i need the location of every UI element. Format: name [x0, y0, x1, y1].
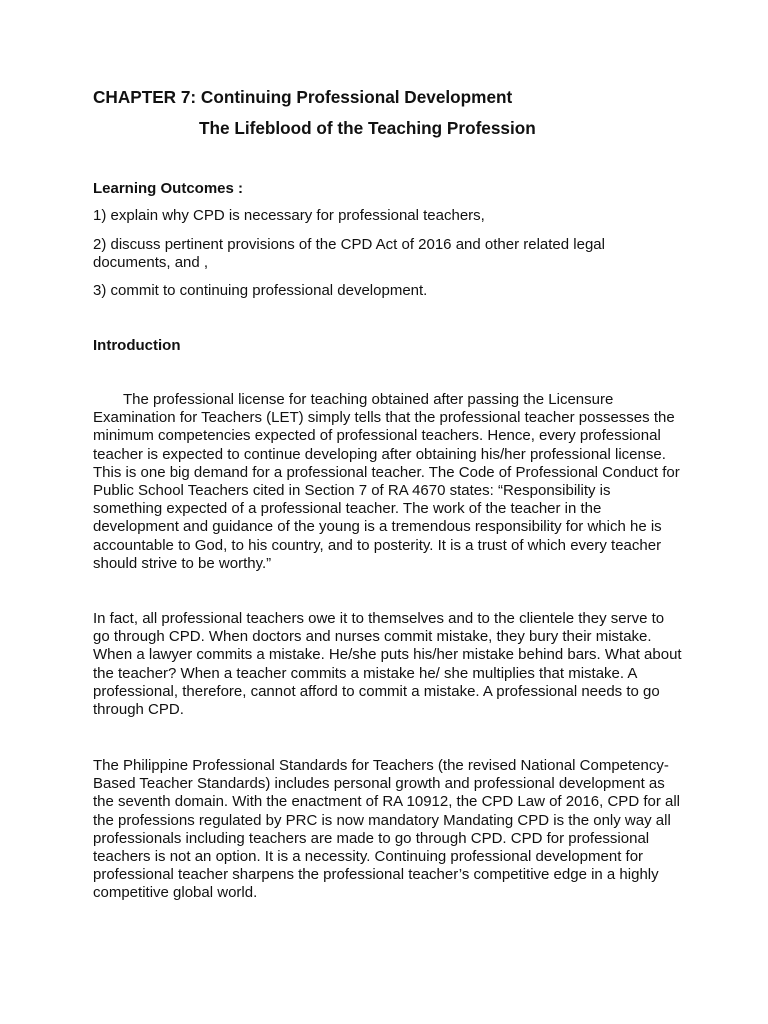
learning-outcomes-heading: Learning Outcomes : — [93, 180, 244, 197]
learning-outcome-item: 3) commit to continuing professional development. — [93, 282, 428, 299]
chapter-subtitle: The Lifeblood of the Teaching Profession — [199, 118, 536, 138]
body-paragraph: The professional license for teaching obtained after passing the Licensure Examination for Teachers (LET) simply tells that the professional teacher possesses the minimum competencies expected of professional teachers. Hence, every professional teacher is expected to continue developing after obtaining his/her professional license. This is one big demand for a professional teacher. The Code of Professional Conduct for Public School Teachers cited in Section 7 of RA 4670 states: “Responsibility is something expected of a professional teacher. The work of the teacher in the development and guidance of the young is a tremendous responsibility for which he is accountable to God, to his country, and to posterity. It is a trust of which every teacher should strive to be worthy.” — [93, 391, 680, 572]
chapter-title: CHAPTER 7: Continuing Professional Development — [93, 87, 513, 107]
body-paragraph: In fact, all professional teachers owe it to themselves and to the clientele they serve to go through CPD. When doctors and nurses commit mistake, they bury their mistake. When a lawyer commits a mistake. He/she puts his/her mistake behind bars. What about the teacher? When a teacher commits a mistake he/ she multiplies that mistake. A professional, therefore, cannot afford to commit a mistake. A professional needs to go through CPD. — [93, 610, 682, 719]
body-paragraph: The Philippine Professional Standards for Teachers (the revised National Competency-Based Teacher Standards) includes personal growth and professional development as the seventh domain. With the enactment of RA 10912, the CPD Law of 2016, CPD for all the professions regulated by PRC is now mandatory Mandating CPD is the only way all professionals including teachers are made to go through CPD. CPD for professional teachers is not an option. It is a necessity. Continuing professional development for professional teacher sharpens the professional teacher’s competitive edge in a highly competitive global world. — [93, 757, 680, 902]
learning-outcome-item: 2) discuss pertinent provisions of the CPD Act of 2016 and other related legal documents, and , — [93, 236, 605, 272]
learning-outcome-item: 1) explain why CPD is necessary for professional teachers, — [93, 207, 485, 224]
introduction-heading: Introduction — [93, 337, 181, 354]
